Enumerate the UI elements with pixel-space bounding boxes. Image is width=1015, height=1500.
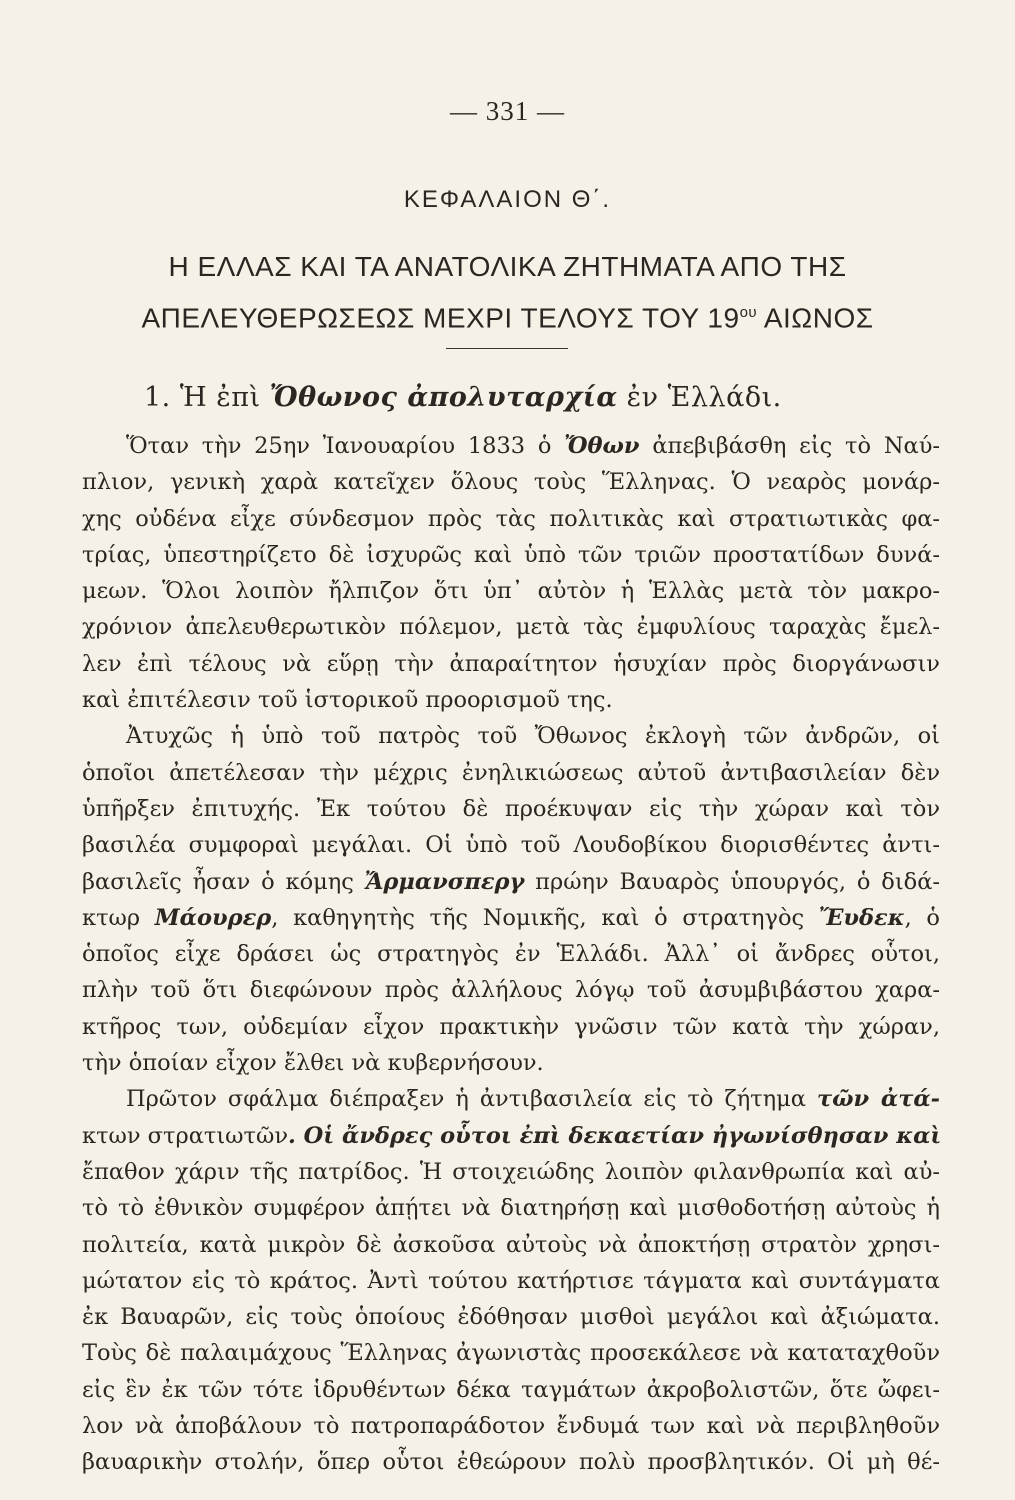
text-line	[82, 1408, 940, 1444]
emphasized-name: Μάουρερ	[154, 904, 272, 931]
text-line	[82, 464, 940, 500]
text-line	[82, 1154, 940, 1190]
title-line-2	[0, 290, 1015, 341]
title-superscript: ου	[739, 304, 758, 321]
text-line	[82, 1118, 940, 1154]
text-line	[82, 1299, 940, 1335]
text-line	[82, 864, 940, 900]
text-line	[82, 537, 940, 573]
emphasized-name: τῶν ἀτά-	[816, 1086, 940, 1113]
text-segment: τὴν ὁποίαν εἶχον ἔλθει νὰ κυβερνήσουν.	[82, 1050, 544, 1077]
text-segment: Πρῶτον σφάλμα διέπραξεν ἡ ἀντιβασιλεία εἰς τὸ ζήτημα	[126, 1086, 817, 1113]
text-segment: , καθηγητὴς τῆς Νομικῆς, καὶ ὁ στρατηγὸς	[271, 904, 819, 931]
text-line	[82, 791, 940, 827]
text-segment: πλιον, γενικὴ χαρὰ κατεῖχεν ὅλους τοὺς Ἕλληνας. Ὁ νεαρὸς μονάρ-	[82, 469, 940, 496]
emphasized-name: Ὄθων	[564, 433, 640, 459]
text-segment: , ὁ	[904, 904, 940, 931]
text-segment: πολιτεία, κατὰ μικρὸν δὲ ἀσκοῦσα αὐτοὺς νὰ ἀποκτήσῃ στρατὸν χρησι-	[82, 1231, 940, 1258]
text-segment: μώτατον εἰς τὸ κράτος. Ἀντὶ τούτου κατήρτισε τάγματα καὶ συντάγματα	[82, 1267, 940, 1294]
text-line	[82, 972, 940, 1008]
section-heading	[144, 382, 782, 413]
text-line	[82, 1335, 940, 1371]
text-segment: εἰς ἓν ἐκ τῶν τότε ἱδρυθέντων δέκα ταγμάτων ἀκροβολιστῶν, ὅτε ὤφει-	[82, 1376, 940, 1403]
text-segment: ὑπῆρξεν ἐπιτυχής. Ἐκ τούτου δὲ προέκυψαν εἰς τὴν χώραν καὶ τὸν	[82, 795, 940, 822]
chapter-title	[0, 244, 1015, 341]
text-line	[82, 1372, 940, 1408]
emphasized-name: Ἔυδεκ	[818, 904, 905, 931]
title-divider	[446, 348, 568, 349]
text-line	[82, 755, 940, 791]
text-line	[82, 900, 940, 936]
emphasized-name: Ἄρμανσπεργ	[364, 868, 525, 895]
text-segment: βασιλέα συμφοραὶ μεγάλαι. Οἱ ὑπὸ τοῦ Λουδοβίκου διορισθέντες ἀντι-	[82, 832, 940, 859]
text-line	[82, 682, 940, 718]
text-segment: Ὅταν τὴν 25ην Ἰανουαρίου 1833 ὁ	[126, 433, 565, 459]
title-line-2-end: ΑΙΩΝΟΣ	[757, 302, 874, 334]
text-segment: χρόνιον ἀπελευθερωτικὸν πόλεμον, μετὰ τὰς ἐμφυλίους ταραχὰς ἔμελ-	[82, 614, 940, 641]
text-segment: κτῆρος των, οὐδεμίαν εἶχον πρακτικὴν γνῶσιν τῶν κατὰ τὴν χώραν,	[82, 1013, 940, 1040]
text-line	[82, 1009, 940, 1045]
page-number: — 331 —	[450, 96, 565, 126]
title-line-1: Η ΕΛΛΑΣ ΚΑΙ ΤΑ ΑΝΑΤΟΛΙΚΑ ΖΗΤΗΜΑΤΑ ΑΠΟ ΤΗΣ	[168, 251, 847, 282]
body-text	[82, 428, 940, 1481]
section-emph: Ὄθωνος ἀπολυταρχία	[269, 382, 618, 413]
text-line	[82, 1263, 940, 1299]
text-line	[82, 1081, 940, 1117]
text-segment: Ἀτυχῶς ἡ ὑπὸ τοῦ πατρὸς τοῦ Ὄθωνος ἐκλογὴ τῶν ἀνδρῶν, οἱ	[126, 723, 940, 750]
text-segment: λεν ἐπὶ τέλους νὰ εὕρῃ τὴν ἀπαραίτητον ἡσυχίαν πρὸς διοργάνωσιν	[82, 650, 940, 677]
text-segment: βασιλεῖς ἦσαν ὁ κόμης	[82, 868, 365, 895]
text-line	[82, 1227, 940, 1263]
title-line-2-text: ΑΠΕΛΕΥΘΕΡΩΣΕΩΣ ΜΕΧΡΙ ΤΕΛΟΥΣ ΤΟΥ 19	[141, 302, 740, 334]
text-line	[82, 573, 940, 609]
emphasized-name: . Οἱ ἄνδρες οὗτοι ἐπὶ δεκαετίαν ἠγωνίσθησαν καὶ	[288, 1122, 942, 1149]
text-line	[82, 718, 940, 754]
text-segment: πλὴν τοῦ ὅτι διεφώνουν πρὸς ἀλλήλους λόγῳ τοῦ ἀσυμβιβάστου χαρα-	[82, 977, 940, 1004]
text-segment: κτωρ	[82, 904, 155, 931]
text-line	[82, 646, 940, 682]
text-line	[82, 1190, 940, 1226]
text-line	[82, 609, 940, 645]
chapter-heading: ΚΕΦΑΛΑΙΟΝ Θ΄.	[403, 186, 612, 213]
text-segment: βαυαρικὴν στολήν, ὅπερ οὗτοι ἐθεώρουν πολὺ προσβλητικόν. Οἱ μὴ θέ-	[82, 1449, 940, 1476]
text-segment: πρώην Βαυαρὸς ὑπουργός, ὁ διδά-	[524, 868, 940, 895]
text-segment: ὁποῖος εἶχε δράσει ὡς στρατηγὸς ἐν Ἑλλάδι. Ἀλλ᾽ οἱ ἄνδρες οὗτοι,	[82, 941, 940, 968]
text-line	[82, 428, 940, 464]
text-line	[82, 936, 940, 972]
text-segment: μεων. Ὅλοι λοιπὸν ἤλπιζον ὅτι ὑπ᾽ αὐτὸν ἡ Ἑλλὰς μετὰ τὸν μακρο-	[82, 578, 940, 605]
section-suffix: ἐν Ἑλλάδι.	[617, 382, 782, 413]
text-segment: κτων στρατιωτῶν	[82, 1122, 289, 1149]
text-segment: τρίας, ὑπεστηρίζετο δὲ ἰσχυρῶς καὶ ὑπὸ τῶν τριῶν προστατίδων δυνά-	[82, 541, 940, 568]
text-segment: ἀπεβιβάσθη εἰς τὸ Ναύ-	[639, 433, 940, 459]
text-segment: χης οὐδένα εἶχε σύνδεσμον πρὸς τὰς πολιτικὰς καὶ στρατιωτικὰς φα-	[82, 505, 940, 532]
text-line	[82, 827, 940, 863]
text-segment: λον νὰ ἀποβάλουν τὸ πατροπαράδοτον ἔνδυμά των καὶ νὰ περιβληθοῦν	[82, 1413, 940, 1440]
section-number: 1.	[144, 382, 171, 413]
text-segment: Τοὺς δὲ παλαιμάχους Ἕλληνας ἀγωνιστὰς προσεκάλεσε νὰ καταταχθοῦν	[82, 1340, 940, 1367]
text-line	[82, 501, 940, 537]
text-segment: ἐκ Βαυαρῶν, εἰς τοὺς ὁποίους ἐδόθησαν μισθοὶ μεγάλοι καὶ ἀξιώματα.	[82, 1304, 940, 1331]
text-segment: ἔπαθον χάριν τῆς πατρίδος. Ἡ στοιχειώδης λοιπὸν φιλανθρωπία καὶ αὐ-	[82, 1158, 940, 1185]
text-segment: τὸ τὸ ἐθνικὸν συμφέρον ἀπῄτει νὰ διατηρήσῃ καὶ μισθοδοτήσῃ αὐτοὺς ἡ	[82, 1195, 940, 1222]
section-prefix: Ἡ ἐπὶ	[179, 382, 270, 413]
text-line	[82, 1444, 940, 1480]
text-segment: καὶ ἐπιτέλεσιν τοῦ ἱστορικοῦ προορισμοῦ της.	[82, 687, 613, 714]
text-line	[82, 1045, 940, 1081]
text-segment: ὁποῖοι ἀπετέλεσαν τὴν μέχρις ἐνηλικιώσεως αὐτοῦ ἀντιβασιλείαν δὲν	[82, 759, 940, 786]
